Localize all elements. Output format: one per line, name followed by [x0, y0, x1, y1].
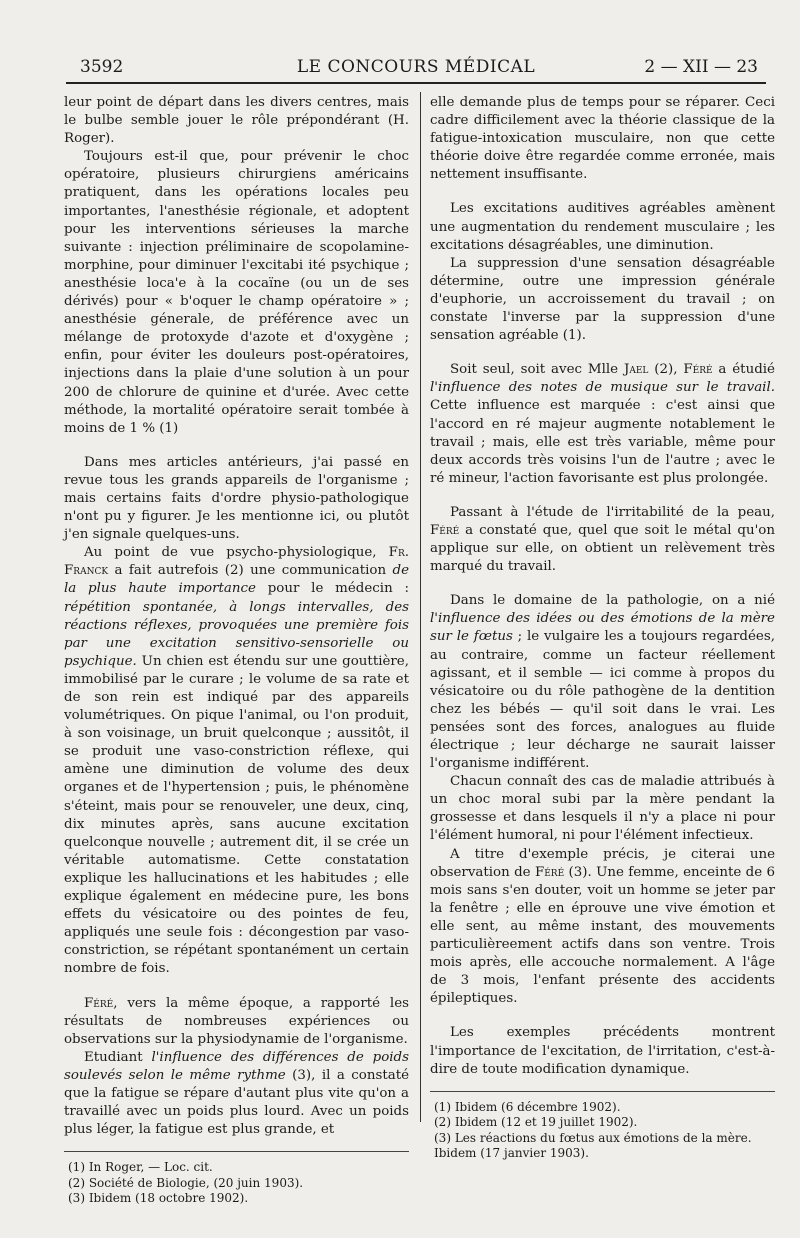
- journal-title: LE CONCOURS MÉDICAL: [296, 57, 536, 77]
- paragraph: Soit seul, soit avec Mlle Jael (2), Féré a étudié l'influence des notes de musique sur le travail. Cette influence est marquée : c'est ainsi que l'accord en ré majeur augmente notablement le travail ; mais, elle est très variable, même pour deux accords très voisins l'un de l'autre ; avec le ré mineur, l'action favorisante est plus prolongée.: [430, 362, 775, 486]
- page-number: 3592: [80, 57, 124, 77]
- footnote-rule: [430, 1091, 775, 1092]
- footnote: (2) Société de Biologie, (20 juin 1903).: [68, 1175, 304, 1190]
- author-name: Féré: [534, 864, 565, 880]
- footnote: (3) Les réactions du fœtus aux émotions de la mère. Ibidem (17 janvier 1903).: [434, 1130, 752, 1161]
- right-column: [430, 94, 775, 1162]
- paragraph: Etudiant l'influence des différences de poids soulevés selon le même rythme (3), il a constaté que la fatigue se répare d'autant plus vite qu'on a travaillé avec un poids plus lourd. Avec un poids plus léger, la fatigue est plus grande, et: [64, 1049, 409, 1138]
- footnote: (1) Ibidem (6 décembre 1902).: [434, 1099, 621, 1114]
- paragraph: Les excitations auditives agréables amènent une augmentation du rendement musculaire ; les excitations désagréables, une diminution.: [430, 201, 775, 253]
- paragraph: leur point de départ dans les divers centres, mais le bulbe semble jouer le rôle prépondérant (H. Roger).: [64, 95, 409, 147]
- author-name: Jael: [623, 362, 649, 378]
- author-name: Féré: [430, 522, 460, 538]
- footnote-rule: [64, 1151, 409, 1152]
- footnote: (2) Ibidem (12 et 19 juillet 1902).: [434, 1115, 638, 1130]
- column-divider: [420, 92, 421, 1122]
- page-header: [66, 52, 766, 82]
- paragraph: elle demande plus de temps pour se réparer. Ceci cadre difficilement avec la théorie classique de la fatigue-intoxication musculaire, non que cette théorie doive être regardée comme erronée, mais nettement insuffisante.: [430, 95, 775, 183]
- issue-date: 2 — XII — 23: [644, 57, 758, 77]
- header-rule: [66, 82, 766, 84]
- paragraph: Toujours est-il que, pour prévenir le choc opératoire, plusieurs chirurgiens américains pratiquent, dans les opérations locales peu importantes, l'anesthésie régionale, et adoptent pour les interventions sérieuses la marche suivante : injection préliminaire de scopolamine-morphine, pour diminuer l'excitabi ité psychique ; anesthésie loca'e à la cocaïne (ou un de ses dérivés) pour « b'oquer le champ opératoire » ; anesthésie génerale, de préférence avec un mélange de protoxyde d'azote et d'oxygène ; enfin, pour éviter les douleurs post-opératoires, injections dans la plaie d'une solution à un pour 200 de chlorure de quinine et d'urée. Avec cette méthode, la mortalité opératoire serait tombée à moins de 1 % (1): [64, 149, 409, 436]
- paragraph: Dans mes articles antérieurs, j'ai passé en revue tous les grands appareils de l'organisme ; mais certains faits d'ordre physio-pathologique n'ont pu y figurer. Je les mentionne ici, ou plutôt j'en signale quelques-uns.: [64, 454, 409, 543]
- footnote: (3) Ibidem (18 octobre 1902).: [68, 1191, 249, 1206]
- footnote: (1) In Roger, — Loc. cit.: [68, 1160, 213, 1175]
- paragraph: Les exemples précédents montrent l'importance de l'excitation, de l'irritation, c'est-à-dire de toute modification dynamique.: [430, 1025, 775, 1077]
- author-name: Fr. Franck: [64, 545, 409, 579]
- footnotes-left: [64, 1160, 409, 1207]
- paragraph: Chacun connaît des cas de maladie attribués à un choc moral subi par la mère pendant la grossesse et dans lesquels il n'y a place ni pour l'élément humoral, ni pour l'élément infectieux.: [430, 774, 775, 844]
- left-column: [64, 94, 409, 1207]
- paragraph: A titre d'exemple précis, je citerai une observation de Féré (3). Une femme, enceinte de 6 mois sans s'en douter, voit un homme se jeter par la fenêtre ; elle en éprouve une vive émotion et elle sent, au même instant, des mouvements particulièreement actifs dans son ventre. Trois mois après, elle accouche normalement. A l'âge de 3 mois, l'enfant présente des accidents épileptiques.: [430, 846, 775, 1007]
- paragraph: La suppression d'une sensation désagréable détermine, outre une impression générale d'euphorie, un accroissement du travail ; on constate l'inverse par la suppression d'une sensation agréable (1).: [430, 255, 775, 344]
- author-name: Féré: [683, 362, 713, 378]
- paragraph: Féré, vers la même époque, a rapporté les résultats de nombreuses expériences ou observations sur la physiodynamie de l'organisme.: [64, 995, 409, 1047]
- paragraph: Dans le domaine de la pathologie, on a nié l'influence des idées ou des émotions de la mère sur le fœtus ; le vulgaire les a toujours regardées, au contraire, comme un facteur réellement agissant, et il semble — ici comme à propos du vésicatoire ou du rôle pathogène de la dentition chez les bébés — qu'il soit dans le vrai. Les pensées sont des forces, analogues au fluide électrique ; leur décharge ne saurait laisser l'organisme indifférent.: [430, 593, 775, 772]
- author-name: Féré: [84, 995, 114, 1011]
- paragraph: Passant à l'étude de l'irritabilité de la peau, Féré a constaté que, quel que soit le métal qu'on applique sur elle, on obtient un relèvement très marqué du travail.: [430, 504, 775, 575]
- footnotes-right: [430, 1100, 775, 1162]
- paragraph: Au point de vue psycho-physiologique, Fr. Franck a fait autrefois (2) une communication de la plus haute importance pour le médecin : répétition spontanée, à longs intervalles, des réactions réflexes, provoquées une première fois par une excitation sensitivo-sensorielle ou psychique. Un chien est étendu sur une gouttière, immobilisé par le curare ; le volume de sa rate et de son rein est indiqué par des appareils volumétriques. On pique l'animal, ou l'on produit, à son voisinage, un bruit quelconque ; aussitôt, il se produit une vaso-constriction réflexe, qui amène une diminution de volume des deux organes et de l'hypertension ; puis, le phénomène s'éteint, mais pour se renouveler, une deux, cinq, dix minutes après, sans aucune excitation quelconque nouvelle ; autrement dit, il se crée un véritable automatisme. Cette constatation explique les hallucinations et les habitudes ; elle explique également en médecine pure, les bons effets du vésicatoire ou des pointes de feu, appliqués une seule fois : décongestion par vaso-constriction, se répétant spontanément un certain nombre de fois.: [64, 545, 409, 977]
